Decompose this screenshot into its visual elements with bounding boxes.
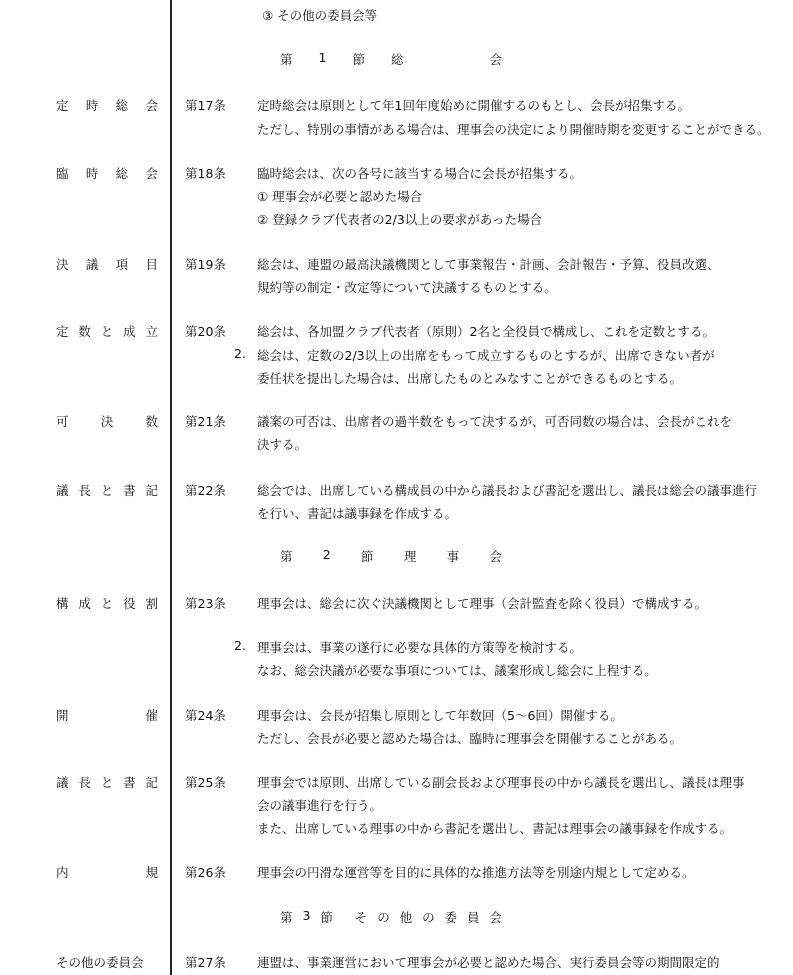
section-heading-char: 第: [280, 52, 293, 67]
article-26-label: 内 規: [56, 865, 158, 880]
article-20-line: 総会は、定数の2/3以上の出席をもって成立するものとするが、出席できない者が: [257, 348, 715, 363]
article-20-line: 委任状を提出した場合は、出席したものとみなすことができるものとする。: [257, 371, 683, 386]
top-item: ③ その他の委員会等: [262, 8, 378, 23]
section-heading-char: 員: [466, 910, 480, 925]
section-heading-char: の: [422, 910, 435, 925]
section-heading-char: 節: [352, 52, 365, 67]
article-20-sub-number: 2.: [234, 346, 246, 361]
article-21-line: 決する。: [257, 437, 308, 452]
section-heading-char: 第: [280, 910, 293, 925]
article-25-number: 第25条: [185, 775, 226, 790]
article-19-line: 総会は、連盟の最高決議機関として事業報告・計画、会計報告・予算、役員改選、: [257, 257, 720, 272]
article-17-line: 定時総会は原則として年1回年度始めに開催するのもとし、会長が招集する。: [257, 98, 690, 113]
section-heading-1: [280, 50, 502, 68]
article-24-line: 理事会は、会長が招集し原則として年数回（5～6回）開催する。: [257, 708, 623, 723]
article-17-number: 第17条: [185, 98, 226, 113]
section-heading-char: 節: [361, 549, 374, 564]
section-heading-char: 総: [390, 52, 404, 67]
article-19-line: 規約等の制定・改定等について決議するものとする。: [257, 280, 557, 295]
section-heading-char: 2: [322, 547, 331, 562]
section-heading-char: 委: [444, 910, 458, 925]
article-20-line: 総会は、各加盟クラブ代表者（原則）2名と全役員で構成し、これを定数とする。: [257, 324, 715, 339]
article-21-line: 議案の可否は、出席者の過半数をもって決するが、可否同数の場合は、会長がこれを: [257, 414, 733, 429]
section-heading-3: [280, 908, 502, 926]
section-heading-char: そ: [354, 910, 368, 925]
article-22-line: を行い、書記は議事録を作成する。: [257, 506, 458, 521]
article-21-label: 可 決 数: [56, 414, 158, 429]
article-18-label: 臨 時 総 会: [56, 166, 158, 181]
vertical-divider: [170, 0, 172, 975]
article-18-number: 第18条: [185, 166, 226, 181]
article-25-line: 理事会では原則、出席している副会長および理事長の中から議長を選出し、議長は理事: [257, 775, 745, 790]
section-heading-char: 1: [318, 50, 327, 65]
article-25-label: 議 長 と 書 記: [56, 775, 158, 790]
article-24-label: 開 催: [56, 708, 158, 723]
section-heading-2: [280, 547, 502, 565]
article-23-sub-number: 2.: [234, 638, 246, 653]
section-heading-char: 会: [489, 910, 502, 925]
section-heading-char: 他: [399, 910, 413, 925]
article-26-line: 理事会の円滑な運営等を目的に具体的な推進方法等を別途内規として定める。: [257, 865, 695, 880]
article-27-line: 連盟は、事業運営において理事会が必要と認めた場合、実行委員会等の期間限定的: [257, 955, 720, 970]
article-18-line: 臨時総会は、次の各号に該当する場合に会長が招集する。: [257, 166, 583, 181]
article-19-number: 第19条: [185, 257, 226, 272]
article-23-line: 理事会は、事業の遂行に必要な具体的方策等を検討する。: [257, 640, 583, 655]
article-22-line: 総会では、出席している構成員の中から議長および書記を選出し、議長は総会の議事進行: [257, 483, 758, 498]
article-25-line: また、出席している理事の中から書記を選出し、書記は理事会の議事録を作成する。: [257, 821, 733, 836]
section-heading-char: 3: [302, 908, 311, 923]
section-heading-char: の: [377, 910, 390, 925]
article-20-label: 定 数 と 成 立: [56, 324, 158, 339]
article-23-label: 構 成 と 役 割: [56, 596, 158, 611]
section-heading-char: 理: [403, 549, 417, 564]
article-18-item: ① 理事会が必要と認めた場合: [257, 189, 423, 204]
article-19-label: 決 議 項 目: [56, 257, 158, 272]
article-17-label: 定 時 総 会: [56, 98, 158, 113]
article-22-number: 第22条: [185, 483, 226, 498]
article-25-line: 会の議事進行を行う。: [257, 798, 383, 813]
section-heading-char: 会: [489, 52, 502, 67]
article-27-number: 第27条: [185, 955, 226, 970]
article-23-line: 理事会は、総会に次ぐ決議機関として理事（会計監査を除く役員）で構成する。: [257, 596, 708, 611]
section-heading-char: 会: [489, 549, 502, 564]
article-27-label: その他の委員会: [56, 955, 144, 970]
section-heading-char: 第: [280, 549, 293, 564]
article-26-number: 第26条: [185, 865, 226, 880]
article-24-line: ただし、会長が必要と認めた場合は、臨時に理事会を開催することがある。: [257, 731, 683, 746]
section-heading-char: 節: [320, 910, 333, 925]
article-18-item: ② 登録クラブ代表者の2/3以上の要求があった場合: [257, 212, 543, 227]
article-24-number: 第24条: [185, 708, 226, 723]
article-20-number: 第20条: [185, 324, 226, 339]
article-17-line: ただし、特別の事情がある場合は、理事会の決定により開催時期を変更することができる。: [257, 122, 770, 137]
article-23-number: 第23条: [185, 596, 226, 611]
article-23-line: なお、総会決議が必要な事項については、議案形成し総会に上程する。: [257, 663, 657, 678]
article-21-number: 第21条: [185, 414, 226, 429]
section-heading-char: 事: [446, 549, 460, 564]
article-22-label: 議 長 と 書 記: [56, 483, 158, 498]
